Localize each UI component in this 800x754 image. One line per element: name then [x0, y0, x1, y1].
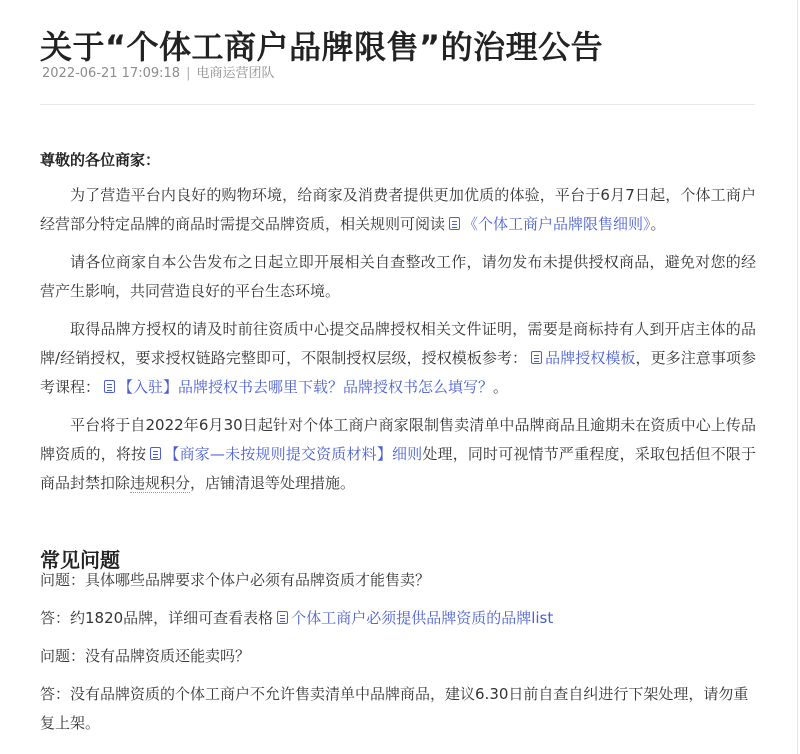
paragraph-3-middle: ，更多注意事项参考课程： [40, 349, 756, 396]
document-icon [449, 217, 460, 230]
paragraph-1 [40, 181, 756, 239]
paragraph-3-end: 。 [493, 378, 509, 396]
penalty-rules-label: 【商家—未按规则提交资质材料】细则 [164, 445, 423, 463]
paragraph-3 [40, 315, 756, 402]
author: 电商运营团队 [196, 66, 275, 81]
article-meta [42, 64, 274, 84]
paragraph-3-text: 取得品牌方授权的请及时前往资质中心提交品牌授权相关文件证明，需要是商标持有人到开店主体的品牌/经销授权，要求授权链路完整即可，不限制授权层级，授权模板参考： [40, 320, 756, 367]
page-title: 关于“个体工商户品牌限售”的治理公告 [40, 28, 604, 67]
document-icon [150, 447, 161, 460]
paragraph-4-middle: 处理，同时可视情节严重程度，采取包括但不限于商品封禁扣除 [40, 445, 756, 492]
brand-list-link[interactable] [273, 609, 553, 627]
penalty-rules-link[interactable] [146, 445, 422, 463]
course-link-label: 【入驻】品牌授权书去哪里下载？品牌授权书怎么填写？ [118, 378, 494, 396]
authorization-template-link[interactable] [527, 349, 635, 367]
paragraph-4-text: 平台将于自2022年6月30日起针对个体工商户商家限制售卖清单中品牌商品且逾期未在资质中心上传品牌资质的，将按 [40, 416, 756, 463]
document-icon [104, 380, 115, 393]
faq-answer-2: 答：没有品牌资质的个体工商户不允许售卖清单中品牌商品，建议6.30日前自查自纠进行下架处理，请勿重复上架。 [40, 685, 749, 732]
faq-list [40, 566, 756, 747]
authorization-template-label: 品牌授权模板 [545, 349, 636, 367]
meta-separator: | [186, 66, 191, 81]
publish-date: 2022-06-21 17:09:18 [42, 66, 181, 81]
faq-question-2: 问题：没有品牌资质还能卖吗？ [40, 647, 251, 665]
document-icon [531, 351, 542, 364]
violation-points-term[interactable]: 违规积分 [130, 474, 191, 492]
paragraph-1-text: 为了营造平台内良好的购物环境，给商家及消费者提供更加优质的体验，平台于6月7日起，个体工商户经营部分特定品牌的商品时需提交品牌资质，相关规则可阅读 [40, 186, 756, 233]
rules-link[interactable] [445, 215, 651, 233]
paragraph-4-end: ，店铺清退等处理措施。 [190, 474, 356, 492]
faq-answer-1 [40, 604, 756, 633]
header-divider [40, 104, 755, 105]
article-body [40, 146, 756, 507]
paragraph-4 [40, 411, 756, 498]
paragraph-1-end: 。 [650, 215, 666, 233]
faq-question-1: 问题：具体哪些品牌要求个体户必须有品牌资质才能售卖？ [40, 571, 431, 589]
greeting: 尊敬的各位商家： [40, 151, 161, 169]
brand-list-label: 个体工商户必须提供品牌资质的品牌list [291, 609, 554, 627]
paragraph-2: 请各位商家自本公告发布之日起立即开展相关自查整改工作，请勿发布未提供授权商品，避免对您的经营产生影响，共同营造良好的平台生态环境。 [40, 253, 756, 300]
rules-link-label: 《个体工商户品牌限售细则》 [463, 215, 651, 233]
course-link[interactable] [100, 378, 493, 396]
document-icon [277, 611, 288, 624]
faq-answer-1-text: 答：约1820品牌，详细可查看表格 [40, 609, 274, 627]
faq-title: 常见问题 [40, 547, 120, 572]
page-edge-line [797, 0, 798, 754]
